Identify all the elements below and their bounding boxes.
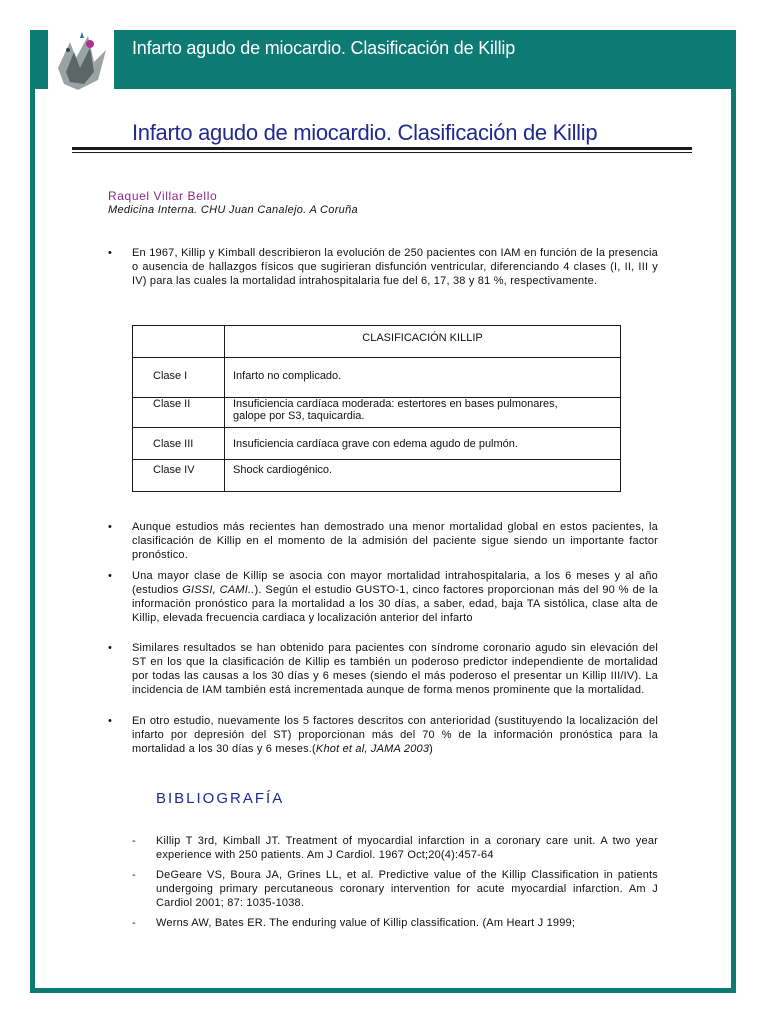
bullet-paragraph (108, 569, 658, 625)
table-cell-class: Clase II (133, 398, 225, 428)
logo-image (48, 28, 114, 98)
header-title: Infarto agudo de miocardio. Clasificación de Killip (132, 38, 516, 58)
dash-marker: - (132, 835, 136, 847)
reference-text: Killip T 3rd, Kimball JT. Treatment of myocardial infarction in a coronary care unit. A two year experience with 250 patients. Am J Cardiol. 1967 Oct;20(4):457-64 (156, 835, 658, 861)
bullet-marker: • (108, 521, 113, 533)
bullet-marker: • (108, 642, 113, 654)
table-row (133, 460, 621, 492)
bullet-paragraph (108, 520, 658, 562)
author-affiliation: Medicina Interna. CHU Juan Canalejo. A Coruña (108, 204, 358, 216)
bullet-paragraph (108, 714, 658, 756)
reference-text: Werns AW, Bates ER. The enduring value of Killip classification. (Am Heart J 1999; (156, 917, 576, 929)
bullet-paragraph (108, 641, 658, 697)
dash-marker: - (132, 917, 136, 929)
bibliography-heading: BIBLIOGRAFÍA (156, 790, 285, 807)
reference-item (132, 868, 658, 910)
bullet-text-italic: GISSI, CAMI.. (182, 584, 255, 596)
table-row (133, 428, 621, 460)
bullet-marker: • (108, 247, 113, 259)
killip-table (132, 325, 621, 492)
bullet-text: Similares resultados se han obtenido para pacientes con síndrome coronario agudo sin elevación del ST en los que la clasificación de Killip es también un poderoso predictor independiente de mortalidad por todas las causas a los 30 días y 6 meses (siendo el más poderoso el presentar un Killip III/IV). La incidencia de IAM también está incrementada aunque de forma menos prominente que la mortalidad. (132, 642, 658, 696)
reference-text: DeGeare VS, Boura JA, Grines LL, et al. Predictive value of the Killip Classification in patients undergoing primary percutaneous coronary intervention for acute myocardial infarction. Am J Cardiol 2001; 87: 1035-1038. (156, 869, 658, 909)
bullet-marker: • (108, 570, 113, 582)
intro-text: En 1967, Killip y Kimball describieron la evolución de 250 pacientes con IAM en función de la presencia o ausencia de hallazgos físicos que sugirieran disfunción ventricular, diferenciando 4 clases (I, II, III y IV) para las cuales la mortalidad intrahospitalaria fue del 6, 17, 38 y 81 %, respectivamente. (132, 247, 658, 287)
table-cell-desc: Insuficiencia cardíaca grave con edema agudo de pulmón. (225, 428, 621, 460)
title-rule-thin (72, 152, 692, 153)
intro-paragraph (108, 246, 658, 288)
bullet-marker: • (108, 715, 113, 727)
table-cell-class: Clase IV (133, 460, 225, 492)
bullet-text: Una mayor clase de Killip se asocia con mayor mortalidad intrahospitalaria, a los 6 meses y al año (estudios (132, 570, 658, 596)
author-name: Raquel Villar Bello (108, 189, 218, 203)
reference-item (132, 916, 658, 930)
table-cell-class: Clase I (133, 358, 225, 398)
bullet-text: Aunque estudios más recientes han demostrado una menor mortalidad global en estos pacientes, la clasificación de Killip en el momento de la admisión del paciente sigue siendo un importante factor pronóstico. (132, 521, 658, 561)
table-header-row (133, 326, 621, 358)
logo-graphic (48, 28, 114, 98)
bullet-text: ) (429, 743, 434, 755)
table-cell-desc: Shock cardiogénico. (225, 460, 621, 492)
table-row (133, 358, 621, 398)
bullet-text-italic: Khot et al, JAMA 2003 (315, 743, 430, 755)
document-title: Infarto agudo de miocardio. Clasificación de Killip (132, 120, 598, 145)
table-cell-desc: Infarto no complicado. (225, 358, 621, 398)
reference-item (132, 834, 658, 862)
bullet-text: ). Según el estudio GUSTO-1, cinco factores proporcionan más del 90 % de la información pronóstico para la mortalidad a los 30 días, a saber, edad, baja TA sistólica, clase alta de Killip, elevada frecuencia cardiaca y localización anterior del infarto (132, 584, 658, 624)
dash-marker: - (132, 869, 136, 881)
table-cell-desc: Insuficiencia cardíaca moderada: estertores en bases pulmonares, galope por S3, taquicardia. (225, 398, 621, 428)
table-cell-class: Clase III (133, 428, 225, 460)
bullet-text: En otro estudio, nuevamente los 5 factores descritos con anterioridad (sustituyendo la localización del infarto por depresión del ST) proporcionan más del 70 % de la información pronóstica para la mortalidad a los 30 días y 6 meses.( (132, 715, 658, 755)
title-rule-thick (72, 147, 692, 150)
table-header: CLASIFICACIÓN KILLIP (225, 326, 621, 358)
table-row (133, 398, 621, 428)
